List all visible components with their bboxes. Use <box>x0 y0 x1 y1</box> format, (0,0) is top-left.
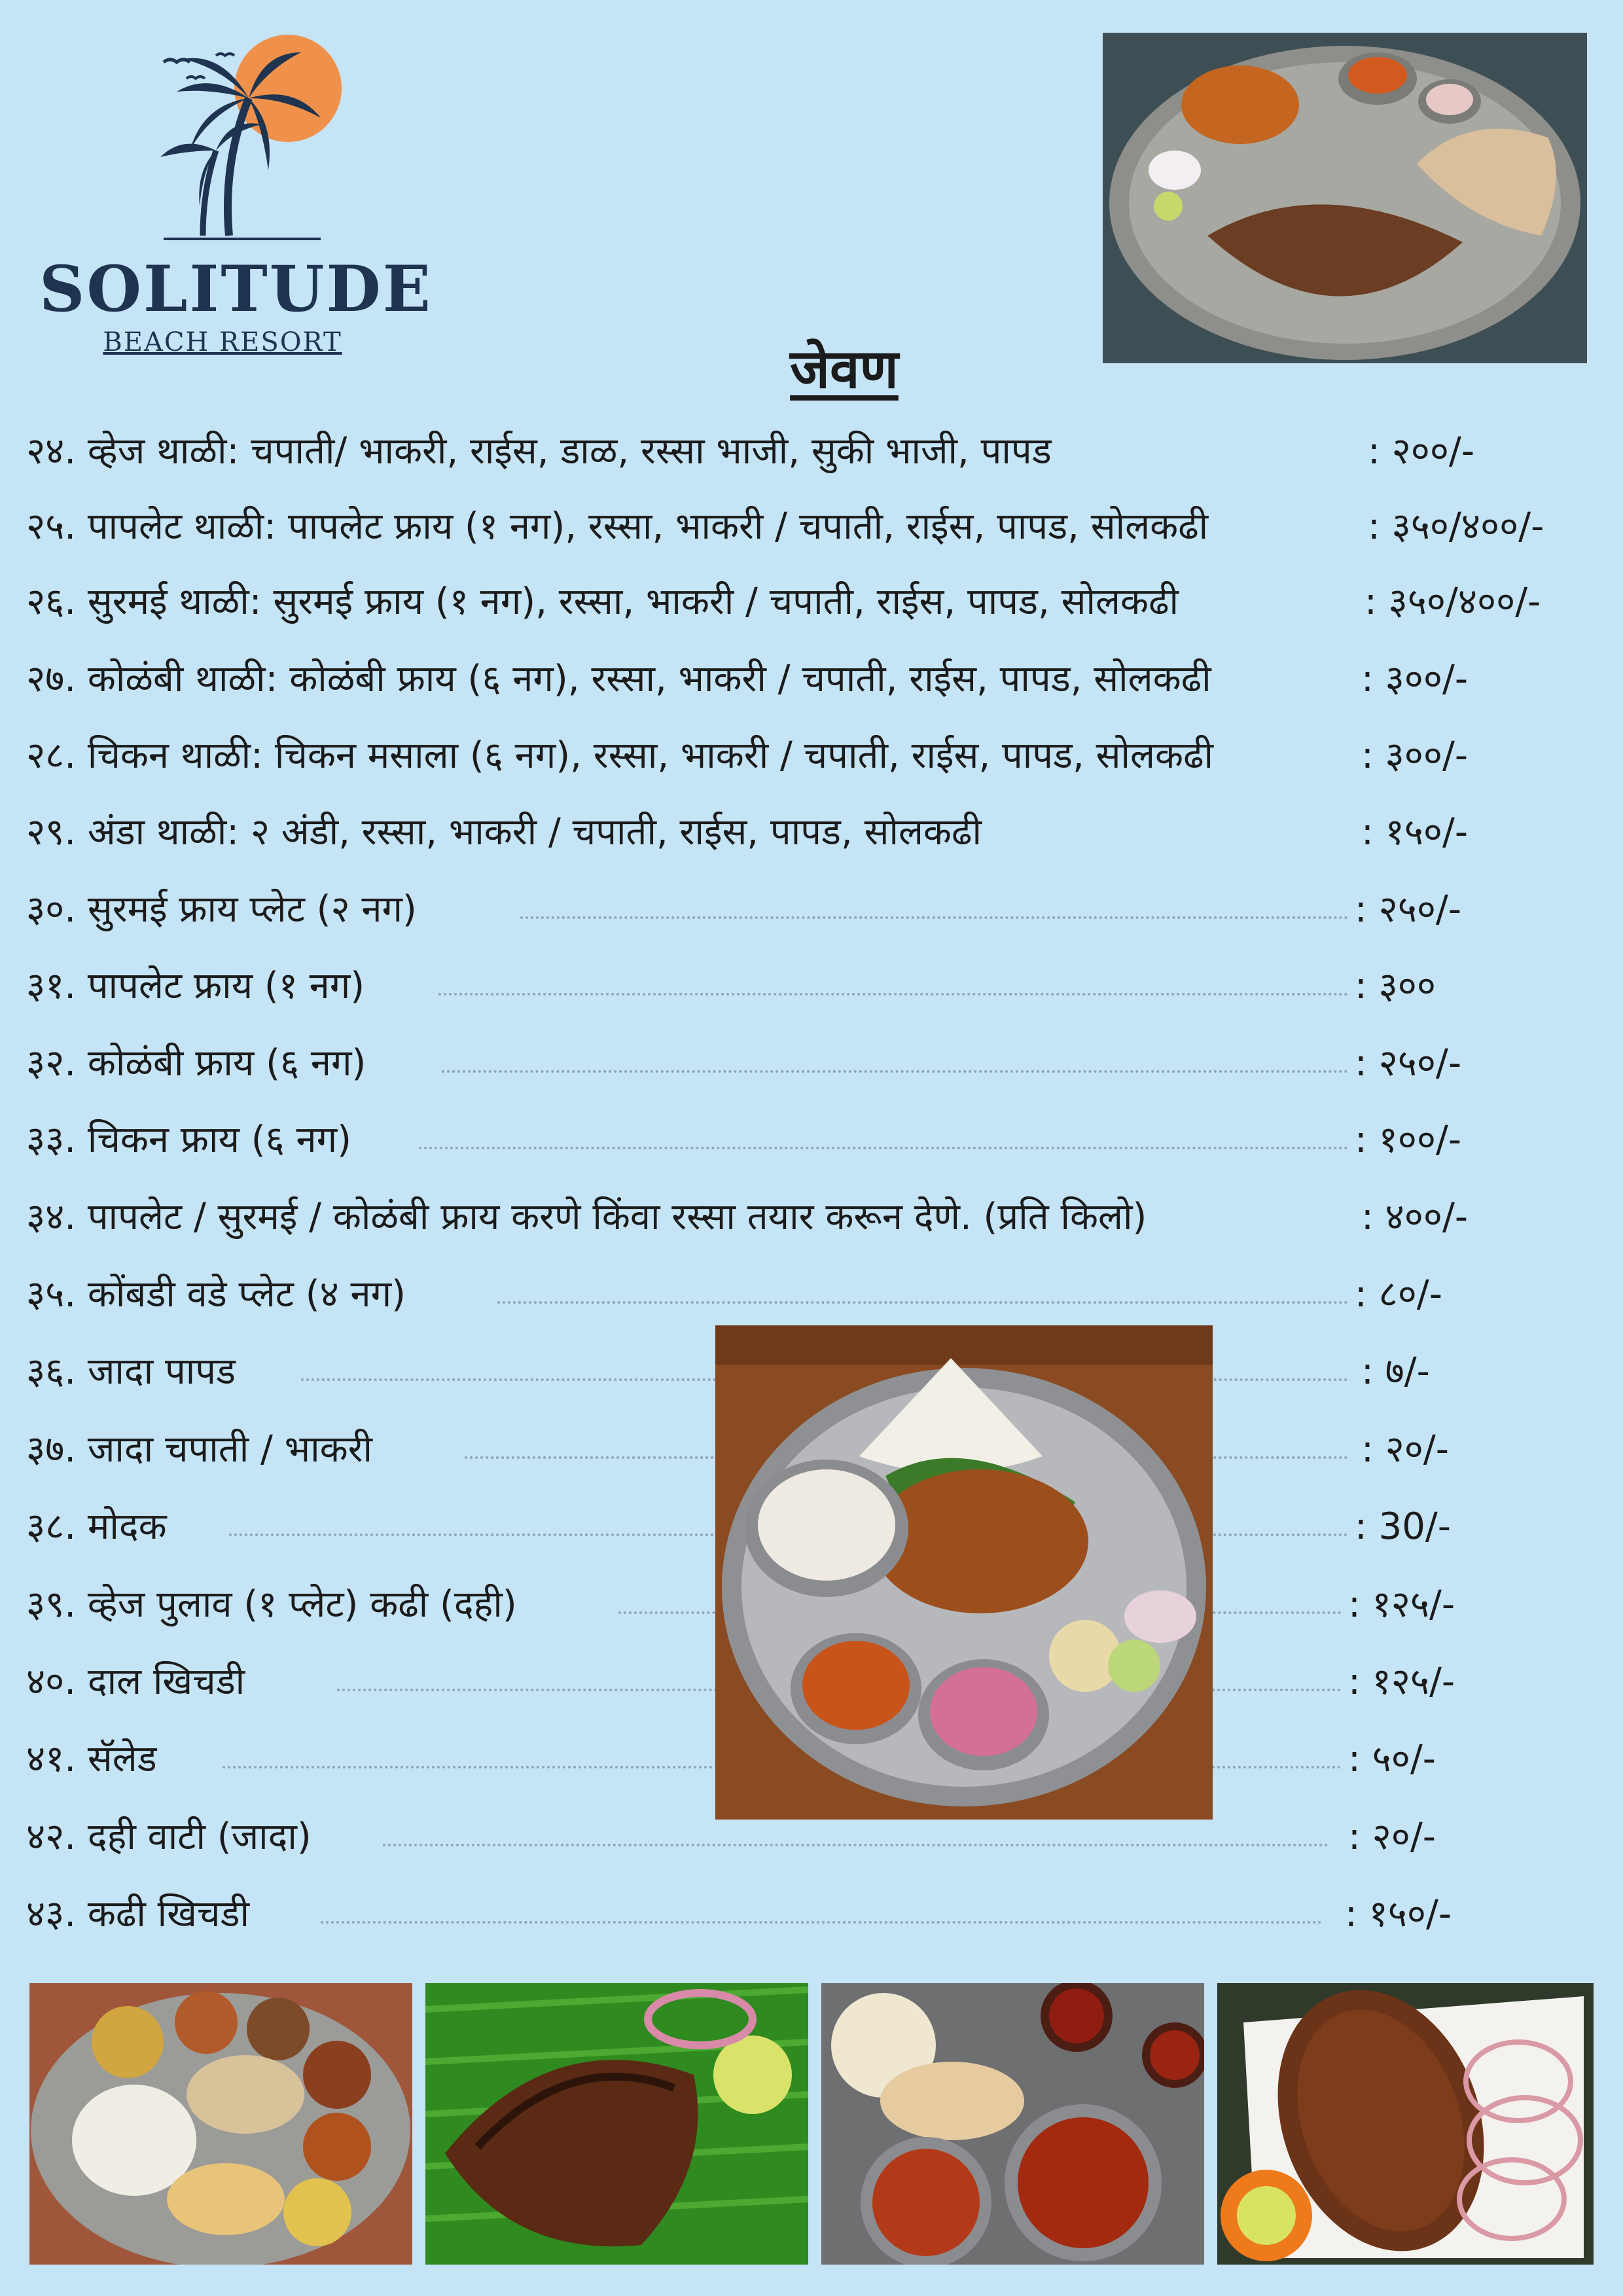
dot-leader <box>520 916 1348 919</box>
photo-fish-thali-center <box>715 1325 1213 1820</box>
menu-item-price: : 30/- <box>1355 1505 1451 1548</box>
dot-leader <box>321 1921 1322 1924</box>
menu-item-label: २७. कोळंबी थाळी: कोळंबी फ्राय (६ नग), रस्सा, भाकरी / चपाती, राईस, पापड, सोलकढी <box>26 658 1211 700</box>
menu-item-label: ४०. दाल खिचडी <box>26 1660 245 1703</box>
menu-item-label: ३४. पापलेट / सुरमई / कोळंबी फ्राय करणे किंवा रस्सा तयार करून देणे. (प्रति किलो) <box>26 1196 1147 1238</box>
menu-item-price: : ३०० <box>1355 965 1436 1007</box>
menu-item-price: : २००/- <box>1368 430 1475 473</box>
menu-item <box>26 723 1610 789</box>
menu-item-price: : १२५/- <box>1348 1583 1455 1626</box>
menu-item <box>26 419 1610 484</box>
palm-sunset-logo-icon <box>124 26 360 249</box>
menu-item-label: २८. चिकन थाळी: चिकन मसाला (६ नग), रस्सा, भाकरी / चपाती, राईस, पापड, सोलकढी <box>26 734 1213 777</box>
photo-fish-fry-banana-leaf <box>425 1983 808 2265</box>
menu-item-price: : ४००/- <box>1361 1196 1469 1238</box>
menu-item-label: २५. पापलेट थाळी: पापलेट फ्राय (१ नग), रस्सा, भाकरी / चपाती, राईस, पापड, सोलकढी <box>26 505 1209 548</box>
menu-item-label: ३७. जादा चपाती / भाकरी <box>26 1428 372 1471</box>
menu-item-price: : ३५०/४००/- <box>1368 505 1544 548</box>
menu-item <box>26 569 1610 635</box>
menu-item <box>26 1262 1610 1327</box>
dot-leader <box>442 1070 1348 1073</box>
menu-item-price: : २५०/- <box>1355 888 1462 931</box>
menu-item-price: : १५०/- <box>1345 1893 1452 1935</box>
dot-leader <box>438 993 1348 996</box>
menu-item-price: : २०/- <box>1348 1816 1436 1858</box>
menu-item-price: : ३००/- <box>1361 734 1469 777</box>
menu-item <box>26 1185 1610 1250</box>
menu-item-price: : २५०/- <box>1355 1042 1462 1085</box>
brand-name: SOLITUDE <box>39 252 433 326</box>
menu-item <box>26 647 1610 712</box>
menu-item-label: २४. व्हेज थाळी: चपाती/ भाकरी, राईस, डाळ, रस्सा भाजी, सुकी भाजी, पापड <box>26 430 1052 473</box>
photo-fish-thali-top <box>1103 33 1587 363</box>
photo-surmai-fry <box>1217 1983 1594 2265</box>
resort-logo <box>39 26 433 367</box>
menu-item-label: ३१. पापलेट फ्राय (१ नग) <box>26 965 365 1007</box>
dot-leader <box>383 1844 1329 1846</box>
menu-item-price: : ३५०/४००/- <box>1364 581 1541 623</box>
dot-leader <box>419 1147 1348 1149</box>
menu-item-label: ४३. कढी खिचडी <box>26 1893 250 1935</box>
brand-subtitle: BEACH RESORT <box>103 327 342 357</box>
menu-item <box>26 800 1610 865</box>
photo-veg-thali <box>29 1983 412 2265</box>
menu-item-price: : ३००/- <box>1361 658 1469 700</box>
menu-item <box>26 1031 1610 1096</box>
menu-item-label: ३२. कोळंबी फ्राय (६ नग) <box>26 1042 366 1085</box>
menu-item-label: २९. अंडा थाळी: २ अंडी, रस्सा, भाकरी / चपाती, राईस, पापड, सोलकढी <box>26 811 982 853</box>
menu-item <box>26 954 1610 1019</box>
menu-item <box>26 1107 1610 1173</box>
menu-item-label: ३९. व्हेज पुलाव (१ प्लेट) कढी (दही) <box>26 1583 517 1626</box>
menu-item-price: : ७/- <box>1361 1350 1430 1393</box>
menu-item-label: ३८. मोदक <box>26 1505 167 1548</box>
dot-leader <box>497 1301 1348 1304</box>
menu-item-label: २६. सुरमई थाळी: सुरमई फ्राय (१ नग), रस्सा, भाकरी / चपाती, राईस, पापड, सोलकढी <box>26 581 1179 623</box>
menu-item-label: ४१. सॅलेड <box>26 1738 157 1780</box>
menu-item-price: : १२५/- <box>1348 1660 1455 1703</box>
menu-item-price: : ८०/- <box>1355 1273 1442 1316</box>
photo-chicken-thali <box>821 1983 1204 2265</box>
menu-item-label: ३६. जादा पापड <box>26 1350 236 1393</box>
menu-item-price: : ५०/- <box>1348 1738 1436 1780</box>
menu-item-price: : २०/- <box>1361 1428 1449 1471</box>
menu-item <box>26 494 1610 560</box>
menu-item-price: : १००/- <box>1355 1119 1462 1161</box>
menu-item <box>26 1882 1610 1947</box>
menu-item-label: ३३. चिकन फ्राय (६ नग) <box>26 1119 351 1161</box>
menu-item-price: : १५०/- <box>1361 811 1469 853</box>
section-title: जेवण <box>790 338 899 401</box>
menu-item-label: ४२. दही वाटी (जादा) <box>26 1816 312 1858</box>
menu-item <box>26 877 1610 942</box>
menu-item-label: ३०. सुरमई फ्राय प्लेट (२ नग) <box>26 888 417 931</box>
menu-item-label: ३५. कोंबडी वडे प्लेट (४ नग) <box>26 1273 406 1316</box>
